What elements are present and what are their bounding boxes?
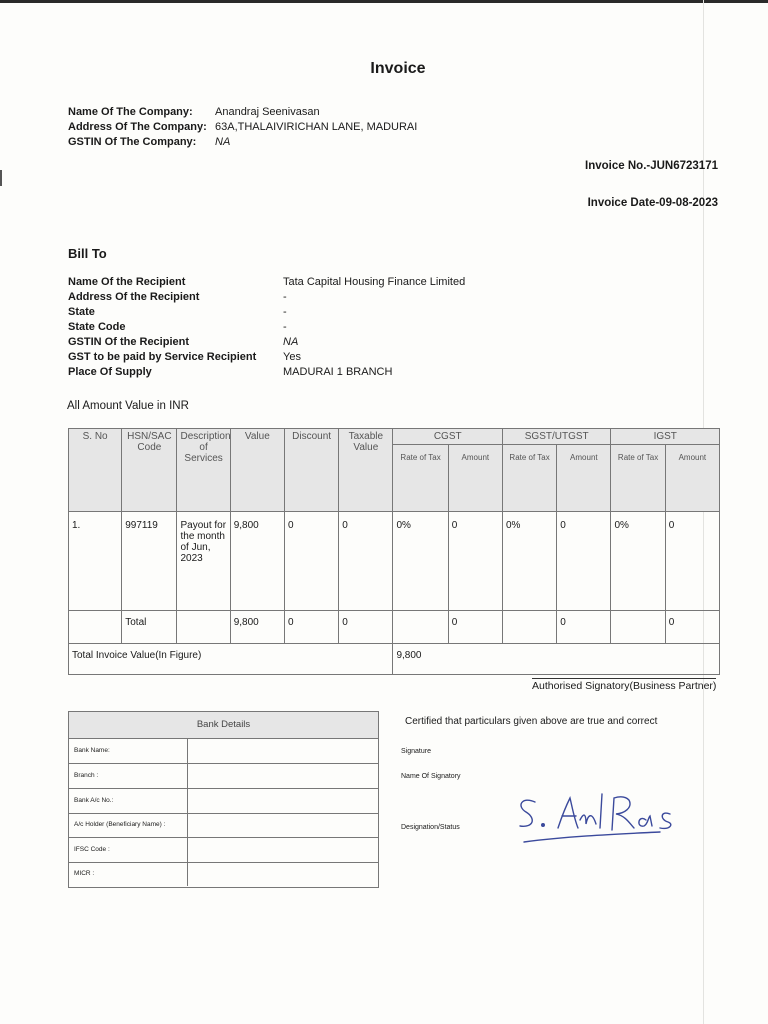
- currency-note: All Amount Value in INR: [67, 400, 189, 412]
- total-label: Total: [122, 611, 177, 644]
- cell-value: 9,800: [230, 512, 284, 611]
- recipient-row: State Code -: [68, 321, 287, 333]
- authorised-signatory-label: Authorised Signatory(Business Partner): [532, 680, 717, 692]
- col-header-sgst-amount: Amount: [557, 445, 611, 512]
- bank-row: Bank Name:: [69, 739, 378, 764]
- company-details: [68, 105, 417, 150]
- col-header-description: Description of Services: [177, 429, 230, 512]
- recipient-row: Address Of the Recipient -: [68, 291, 287, 303]
- total-cgst-amount: 0: [448, 611, 502, 644]
- col-header-cgst-rate: Rate of Tax: [393, 445, 448, 512]
- col-header-cgst-amount: Amount: [448, 445, 502, 512]
- col-header-sgst-rate: Rate of Tax: [502, 445, 556, 512]
- col-header-hsn: HSN/SAC Code: [122, 429, 177, 512]
- page-title: Invoice: [370, 60, 426, 77]
- bank-row: IFSC Code :: [69, 838, 378, 863]
- col-header-cgst: CGST: [393, 429, 503, 445]
- recipient-row: State -: [68, 306, 287, 318]
- bill-to-heading: Bill To: [68, 246, 107, 261]
- cell-description: Payout for the month of Jun, 2023: [177, 512, 230, 611]
- recipient-row: GST to be paid by Service Recipient Yes: [68, 351, 301, 363]
- handwritten-signature: [510, 780, 710, 850]
- recipient-row: GSTIN Of the Recipient NA: [68, 336, 299, 348]
- cell-igst-amount: 0: [665, 512, 719, 611]
- table-header-row: [69, 429, 720, 445]
- col-header-value: Value: [230, 429, 284, 512]
- cell-taxable: 0: [339, 512, 393, 611]
- cell-igst-rate: 0%: [611, 512, 665, 611]
- signatory-name-label: Name Of Signatory: [401, 773, 461, 780]
- cell-discount: 0: [284, 512, 338, 611]
- col-header-taxable: Taxable Value: [339, 429, 393, 512]
- total-value: 9,800: [230, 611, 284, 644]
- grand-total-label: Total Invoice Value(In Figure): [69, 644, 393, 675]
- col-header-igst-amount: Amount: [665, 445, 719, 512]
- total-igst-amount: 0: [665, 611, 719, 644]
- col-header-sgst: SGST/UTGST: [502, 429, 611, 445]
- recipient-row: Place Of Supply MADURAI 1 BRANCH: [68, 366, 393, 378]
- col-header-discount: Discount: [284, 429, 338, 512]
- recipient-row: Name Of the Recipient Tata Capital Housing Finance Limited: [68, 276, 466, 288]
- total-taxable: 0: [339, 611, 393, 644]
- cell-cgst-amount: 0: [448, 512, 502, 611]
- invoice-date: Invoice Date-09-08-2023: [587, 197, 718, 209]
- designation-label: Designation/Status: [401, 824, 460, 831]
- col-header-igst-rate: Rate of Tax: [611, 445, 665, 512]
- cell-cgst-rate: 0%: [393, 512, 448, 611]
- certification-text: Certified that particulars given above are true and correct: [405, 716, 658, 727]
- total-discount: 0: [284, 611, 338, 644]
- company-name-row: Name Of The Company: Anandraj Seenivasan: [68, 106, 320, 118]
- col-header-igst: IGST: [611, 429, 720, 445]
- bank-details-heading: Bank Details: [69, 712, 378, 739]
- signature-label: Signature: [401, 748, 431, 755]
- bank-details-box: [68, 711, 379, 888]
- total-sgst-amount: 0: [557, 611, 611, 644]
- company-gstin-row: GSTIN Of The Company: NA: [68, 136, 231, 148]
- col-header-sno: S. No: [69, 429, 122, 512]
- bank-row: Bank A/c No.:: [69, 789, 378, 814]
- scan-left-mark: [0, 170, 2, 186]
- table-row: [69, 512, 720, 611]
- cell-sgst-rate: 0%: [502, 512, 556, 611]
- total-row: [69, 611, 720, 644]
- company-address-row: Address Of The Company: 63A,THALAIVIRICHAN LANE, MADURAI: [68, 121, 418, 133]
- invoice-number: Invoice No.-JUN6723171: [585, 160, 718, 172]
- cell-sgst-amount: 0: [557, 512, 611, 611]
- grand-total-row: [69, 644, 720, 675]
- scan-top-edge: [0, 0, 768, 3]
- bank-row: Branch :: [69, 764, 378, 789]
- bank-row: MICR :: [69, 862, 378, 886]
- cell-sno: 1.: [69, 512, 122, 611]
- grand-total-value: 9,800: [393, 644, 720, 675]
- invoice-table: [68, 428, 720, 675]
- bank-row: A/c Holder (Beneficiary Name) :: [69, 813, 378, 838]
- recipient-details: [68, 275, 465, 380]
- cell-hsn: 997119: [122, 512, 177, 611]
